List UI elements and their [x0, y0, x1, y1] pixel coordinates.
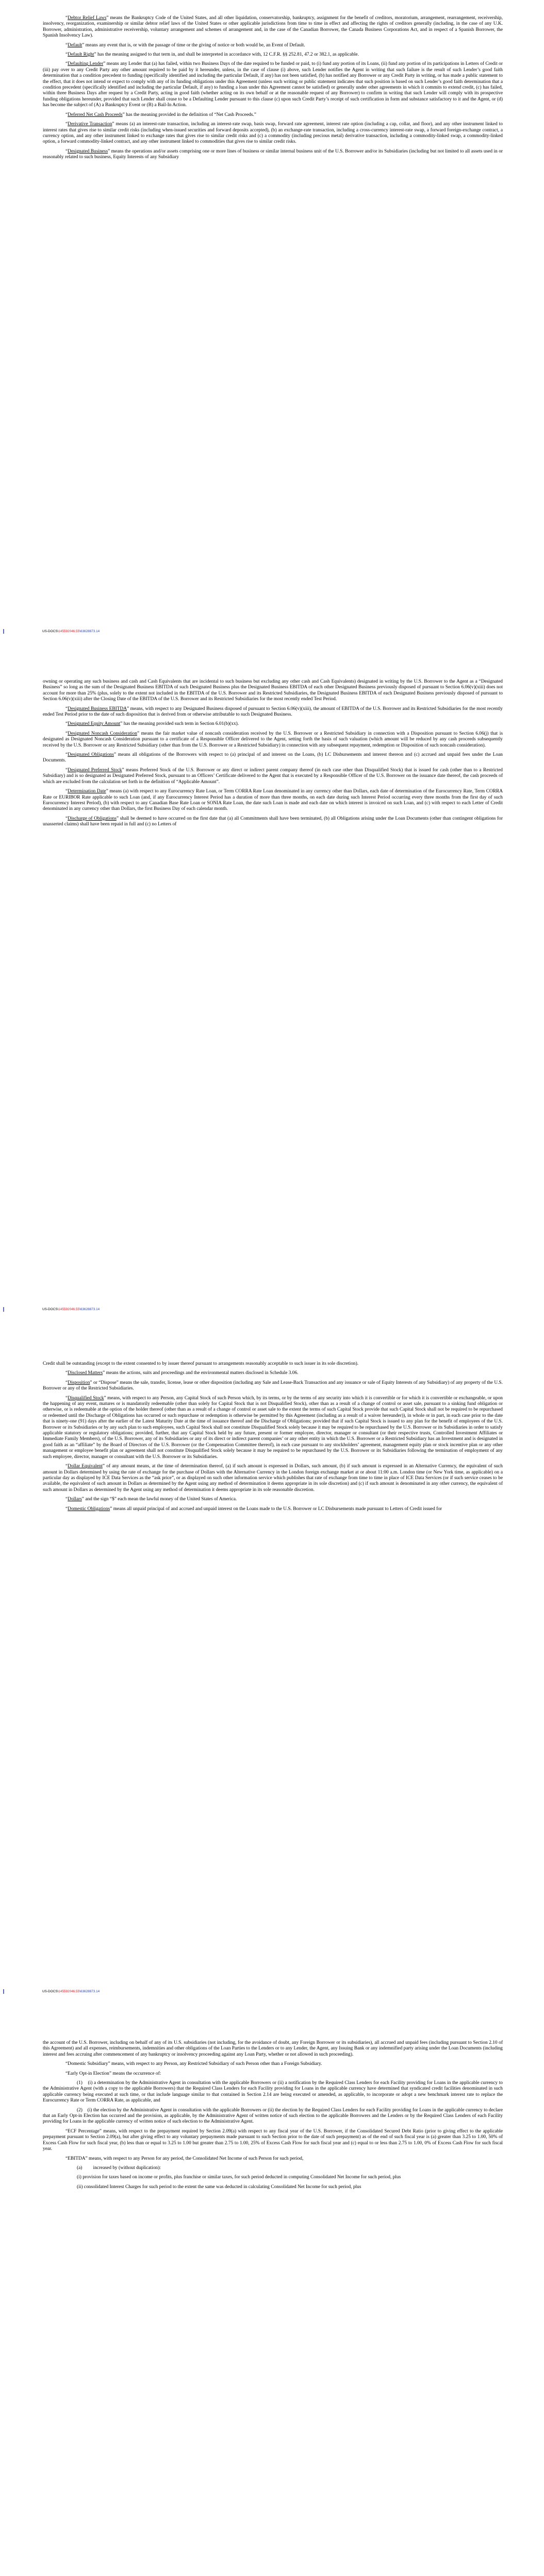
definition-defaulting-lender: “Defaulting Lender” means any Lender that (a) has failed, within two Business Days of the date required to be funded or paid, to (i) fund any portion of its Loans, (ii) fund any portion of its participations in Letters of Credit or (iii) pay over to any Credit Party any other amount required to be paid by it hereunder, unless, in the case of clause (i) above, such Lender notifies the Agent in writing that such failure is the result of such Lender’s good faith determination that a condition precedent to funding (specifically identified and including the particular Default, if any) has not been satisfied, (b) has notified any Borrower or any Credit Party in writing, or has made a public statement to the effect, that it does not intend or expect to comply with any of its funding obligations under this Agreement (unless such writing or public statement indicates that such position is based on such Lender’s good faith determination that a condition precedent (specifically identified and including the particular Default, if any) to funding a loan under this Agreement cannot be satisfied) or generally under other agreements in which it commits to extend credit, (c) has failed, within three Business Days after request by a Credit Party, acting in good faith (whether acting on its own behalf or at the reasonable request of any Borrower) to confirm in writing that such Lender will comply with its prospective funding obligations hereunder, provided that such Lender shall cease to be a Defaulting Lender pursuant to this clause (c) upon such Credit Party’s receipt of such certification in form and substance satisfactory to it and the Agent, or (d) has become the subject of (A) a Bankruptcy Event or (B) a Bail-In Action.: [43, 61, 503, 108]
page-footer-3: US-DOCS\145592046.55\63628873.14: [42, 1990, 100, 1994]
change-bar-marker: [3, 629, 4, 634]
definition-default: “Default” means any event that is, or with the passage of time or the giving of notice or both would be, an Event of Default.: [65, 42, 305, 48]
document-page-1: [0, 15, 544, 164]
definition-domestic-subsidiary: “Domestic Subsidiary” means, with respect to any Person, any Restricted Subsidiary of such Person other than a Foreign Subsidiary.: [65, 2061, 322, 2067]
early-opt-in-clause-1: (1) (i) a determination by the Administrative Agent in consultation with the applicable Borrowers or (ii) a notification by the Required Class Lenders for each Facility providing for Loans in the applicable currency to the Administrative Agent (with a copy to the applicable Borrowers) that the Required Class Lenders for each Facility providing for Loans in the applicable currency have determined that syndicated credit facilities denominated in such applicable currency being executed at such time, or that include language similar to that contained in Section 2.14 are being executed or amended, as applicable, to incorporate or adopt a new benchmark interest rate to replace the Eurocurrency Rate or Term CORRA Rate, as applicable, and: [43, 2080, 503, 2104]
ebitda-clause-a-i: (i) provision for taxes based on income or profits, plus franchise or similar taxes, for such period deducted in computing Consolidated Net Income for such period, plus: [77, 2175, 401, 2180]
definition-designated-business-ebitda: “Designated Business EBITDA” means, with respect to any Designated Business disposed of pursuant to Section 6.06(v)(xiii), the amount of EBITDA of the U.S. Borrower and its Restricted Subsidiaries for the most recently ended Test Period prior to the date of such disposition that is derived from or otherwise attributable to such Designated Business.: [43, 706, 503, 718]
definition-ecf-percentage: “ECF Percentage” means, with respect to the prepayment required by Section 2.09(a) with respect to any fiscal year of the U.S. Borrower, if the Consolidated Secured Debt Ratio (prior to giving effect to the applicable prepayment pursuant to Section 2.09(a), but after giving effect to any voluntary prepayments made pursuant to such Section prior to the date of such prepayment) as of the end of such fiscal year is (a) greater than 3.25 to 1.00, 50% of Excess Cash Flow for such fiscal year, (b) less than or equal to 3.25 to 1.00 but greater than 2.75 to 1.00, 25% of Excess Cash Flow for such fiscal year and (c) equal to or less than 2.75 to 1.00, 0% of Excess Cash Flow for such fiscal year.: [43, 2128, 503, 2152]
definition-designated-business: “Designated Business” means the operations and/or assets comprising one or more lines of business or similar internal business unit of the U.S. Borrower and/or its Subsidiaries (including but not limited to all assets used in or reasonably related to such business, Equity Interests of any Subsidiary: [43, 148, 503, 160]
definition-domestic-obligations-continued: the account of the U.S. Borrower, including on behalf of any of its U.S. subsidiaries (not including, for the avoidance of doubt, any Foreign Borrower or its subsidiaries), all accrued and unpaid fees (including pursuant to Section 2.10 of this Agreement) and all expenses, reimbursements, indemnities and other obligations of the Loan Parties to the Lenders or to any Lender, the Agent, any Issuing Bank or any indemnified party arising under the Loan Documents (including interest and fees accruing after commencement of any bankruptcy or insolvency proceeding against any Loan Party, whether or not allowed in such proceeding).: [43, 2040, 503, 2057]
definition-deferred-net-cash-proceeds: “Deferred Net Cash Proceeds” has the meaning provided in the definition of “Net Cash Proceeds.”: [65, 112, 256, 117]
definition-discharge-of-obligations: “Discharge of Obligations” shall be deemed to have occurred on the first date that (a) all Commitments shall have been terminated, (b) all Obligations arising under the Loan Documents (other than contingent obligations for unasserted claims) shall have been repaid in full and (c) no Letters of: [43, 816, 503, 827]
definition-disclosed-matters: “Disclosed Matters” means the actions, suits and proceedings and the environmental matters disclosed in Schedule 3.06.: [65, 1370, 299, 1376]
document-page-3: [0, 1361, 544, 1516]
definition-disqualified-stock: “Disqualified Stock” means, with respect to any Person, any Capital Stock of such Person which, by its terms, or by the terms of any security into which it is convertible or for which it is convertible or exchangeable, or upon the happening of any event, matures or is mandatorily redeemable (other than solely for Capital Stock that is not Disqualified Stock), other than as a result of a change of control or asset sale, pursuant to a sinking fund obligation or otherwise, or is redeemable at the option of the holder thereof (other than as a result of a change of control or asset sale to the extent the terms of such Capital Stock provide that such Capital Stock shall not be required to be repurchased or redeemed until the Discharge of Obligations has occurred or such repurchase or redemption is otherwise be permitted by this Agreement (including as a result of a waiver hereunder)), in whole or in part, in each case prior to the date that is ninety-one (91) days after the earlier of the Latest Maturity Date at the time of issuance thereof and the Discharge of Obligations; provided that if such Capital Stock is issued to any plan for the benefit of employees of the U.S. Borrower or its Subsidiaries or by any such plan to such employees, such Capital Stock shall not constitute Disqualified Stock solely because it may be required to be repurchased by the U.S. Borrower or its Subsidiaries in order to satisfy applicable statutory or regulatory obligations; provided, further, that any Capital Stock held by any future, present or former employee, director, manager or consultant (or their respective trusts, Controlled Investment Affiliates or Immediate Family Members), of the U.S. Borrower, any of its Subsidiaries or any of its direct or indirect parent companies’ or any other entity in which the U.S. Borrower or a Restricted Subsidiary has an Investment and is designated in good faith as an “affiliate” by the Board of Directors of the U.S. Borrower (or the Compensation Committee thereof), in each case pursuant to any stockholders’ agreement, management equity plan or stock incentive plan or any other management or employee benefit plan or agreement shall not constitute Disqualified Stock solely because it may be required to be repurchased by the U.S. Borrower or its Subsidiaries following the termination of employment of any such employee, director, manager or consultant with the U.S. Borrower or its Subsidiaries.: [43, 1395, 503, 1460]
page-footer-1: US-DOCS\145592046.55\63628873.14: [42, 630, 100, 634]
definition-determination-date: “Determination Date” means (a) with respect to any Eurocurrency Rate Loan, or Term CORRA Rate Loan denominated in any currency other than Dollars, each date of determination of the Eurocurrency Rate, Term CORRA Rate or EURIBOR Rate applicable to such Loan (and, if any Eurocurrency Interest Period has a duration of more than three months, on each date during such Interest Period occurring every three months from the first day of such Eurocurrency Interest Period), (b) with respect to any Canadian Base Rate Loan or SONIA Rate Loan, the date such Loan is made and each date on which interest is invoiced on such Loan, and (c) with respect to each Letter of Credit denominated in any currency other than Dollars, the first Business Day of each calendar month.: [43, 789, 503, 812]
definition-dollar-equivalent: “Dollar Equivalent” of any amount means, at the time of determination thereof, (a) if such amount is expressed in Dollars, such amount, (b) if such amount is expressed in an Alternative Currency, the equivalent of such amount in Dollars determined by using the rate of exchange for the purchase of Dollars with the Alternative Currency in the London foreign exchange market at or about 11:00 a.m. London time (or New York time, as applicable) on a particular day as displayed by ICE Data Services as the “ask price”, or as displayed on such other information service which publishes that rate of exchange from time to time in place of ICE Data Services (or if such service ceases to be available, the equivalent of such amount in Dollars as determined by the Agent using any method of determination it deems appropriate in its sole discretion) and (c) if such amount is denominated in any other currency, the equivalent of such amount in Dollars as determined by the Agent using any method of determination it deems appropriate in its sole reasonable discretion.: [43, 1464, 503, 1493]
definition-disposition: “Disposition” or “Dispose” means the sale, transfer, license, lease or other disposition (including any Sale and Lease-Back Transaction and any issuance or sale of Equity Interests of any Subsidiary) of any property of the U.S. Borrower or any of the Restricted Subsidiaries.: [43, 1380, 503, 1392]
definition-derivative-transaction: “Derivative Transaction” means (a) an interest-rate transaction, including an interest-rate swap, basis swap, forward rate agreement, interest rate option (including a cap, collar, and floor), and any other instrument linked to interest rates that gives rise to similar credit risks (including when-issued securities and forward deposits accepted), (b) an exchange-rate transaction, including a cross-currency interest-rate swap, a forward foreign-exchange contract, a currency option, and any other instrument linked to exchange rates that gives rise to similar credit risks and (c) a commodity (including precious metal) derivative transaction, including a commodity-linked swap, a commodity-linked option, a forward commodity-linked contract, and any other instrument linked to commodities that gives rise to similar credit risks.: [43, 122, 503, 145]
definition-designated-business-continued: owning or operating any such business and cash and Cash Equivalents that are incidental to such business but excluding any other cash and Cash Equivalents) designated in writing by the U.S. Borrower to the Agent as a “Designated Business” so long as the sum of the Designated Business EBITDA of such Designated Business plus the Designated Business EBITDA of each other Designated Business previously disposed of pursuant to Section 6.06(v)(xiii) does not account for more than 25% (plus, solely to the extent not included in the EBITDA of the U.S. Borrower and its Restricted Subsidiaries, the Designated Business EBITDA of each Designated Business previously disposed of pursuant to Section 6.06(v)(xiii) after the Closing Date of the EBITDA of the U.S. Borrower and its Restricted Subsidiaries for the most recently ended Test Period.: [43, 679, 503, 702]
definition-designated-noncash-consideration: “Designated Noncash Consideration” means the fair market value of noncash consideration received by the U.S. Borrower or a Restricted Subsidiary in connection with a Disposition pursuant to Section 6.06(j) that is designated as Designated Noncash Consideration pursuant to a certificate of a Responsible Officer delivered to the Agent, setting forth the basis of such valuation (which amount will be reduced by any cash proceeds subsequently received by the U.S. Borrower or any Restricted Subsidiary (other than from the U.S. Borrower or a Restricted Subsidiary) in connection with any subsequent repayment, redemption or Disposition of such noncash consideration).: [43, 731, 503, 748]
definition-designated-equity-amount: “Designated Equity Amount” has the meaning provided such term in Section 6.01(b)(xx).: [65, 721, 239, 727]
definition-debtor-relief-laws: “Debtor Relief Laws” means the Bankruptcy Code of the United States, and all other liquidation, conservatorship, bankruptcy, assignment for the benefit of creditors, moratorium, arrangement, rearrangement, receivership, insolvency, reorganization, examinership or similar debtor relief laws of the United States or other applicable jurisdictions from time to time in effect and affecting the rights of creditors generally (including, in the case of any U.K. Borrower, administration, administrative receivership, voluntary arrangement and schemes of arrangement and, in the case of the Canadian Borrower, the Canada Business Corporations Act, and in respect of a Spanish Borrower, the Spanish Insolvency Law).: [43, 15, 503, 39]
definition-early-opt-in-election: “Early Opt-in Election” means the occurrence of:: [65, 2071, 161, 2076]
definition-dollars: “Dollars” and the sign “$” each mean the lawful money of the United States of America.: [65, 1497, 237, 1502]
document-page-4: [0, 2040, 544, 2194]
change-bar-marker: [3, 1307, 4, 1312]
document-page-2: [0, 679, 544, 832]
ebitda-clause-a-ii: (ii) consolidated Interest Charges for such period to the extent the same was deducted in calculating Consolidated Net Income for such period, plus: [77, 2184, 361, 2190]
ebitda-clause-a: (a) increased by (without duplication):: [77, 2165, 161, 2171]
definition-designated-preferred-stock: “Designated Preferred Stock” means Preferred Stock of the U.S. Borrower or any direct or indirect parent company thereof (in each case other than Disqualified Stock) that is issued for cash (other than to a Restricted Subsidiary) and is so designated as Designated Preferred Stock, pursuant to an Officers’ Certificate delivered to the Agent that is executed by a Responsible Officer of the U.S. Borrower on the issuance date thereof, the cash proceeds of which are excluded from the calculation set forth in the definition of “Applicable Amount”.: [43, 767, 503, 785]
definition-default-right: “Default Right” has the meaning assigned to that term in, and shall be interpreted in accordance with, 12 C.F.R. §§ 252.81, 47.2 or 382.1, as applicable.: [65, 52, 359, 58]
change-bar-marker: [3, 1989, 4, 1994]
definition-ebitda: “EBITDA” means, with respect to any Person for any period, the Consolidated Net Income of such Person for such period,: [65, 2156, 304, 2161]
definition-designated-obligations: “Designated Obligations” means all obligations of the Borrowers with respect to (a) principal of and interest on the Loans, (b) LC Disbursements and interest thereon and (c) accrued and unpaid fees under the Loan Documents.: [43, 752, 503, 764]
definition-discharge-continued: Credit shall be outstanding (except to the extent consented to by issuer thereof pursuant to arrangements reasonably acceptable to such issuer in its sole discretion).: [43, 1361, 359, 1366]
early-opt-in-clause-2: (2) (i) the election by the Administrative Agent in consultation with the applicable Borrowers or (ii) the election by the Required Class Lenders for each Facility providing for Loans in the applicable currency to declare that an Early Opt-in Election has occurred and the provision, as applicable, by the Administrative Agent of written notice of such election to the applicable Borrowers and the Lenders or by the Required Class Lenders of each Facility providing for Loans in the applicable currency of written notice of such election to the Administrative Agent.: [43, 2107, 503, 2125]
definition-domestic-obligations: “Domestic Obligations” means all unpaid principal of and accrued and unpaid interest on the Loans made to the U.S. Borrower or LC Disbursements made pursuant to Letters of Credit issued for: [65, 1506, 442, 1512]
page-footer-2: US-DOCS\145592046.55\63628873.14: [42, 1308, 100, 1312]
